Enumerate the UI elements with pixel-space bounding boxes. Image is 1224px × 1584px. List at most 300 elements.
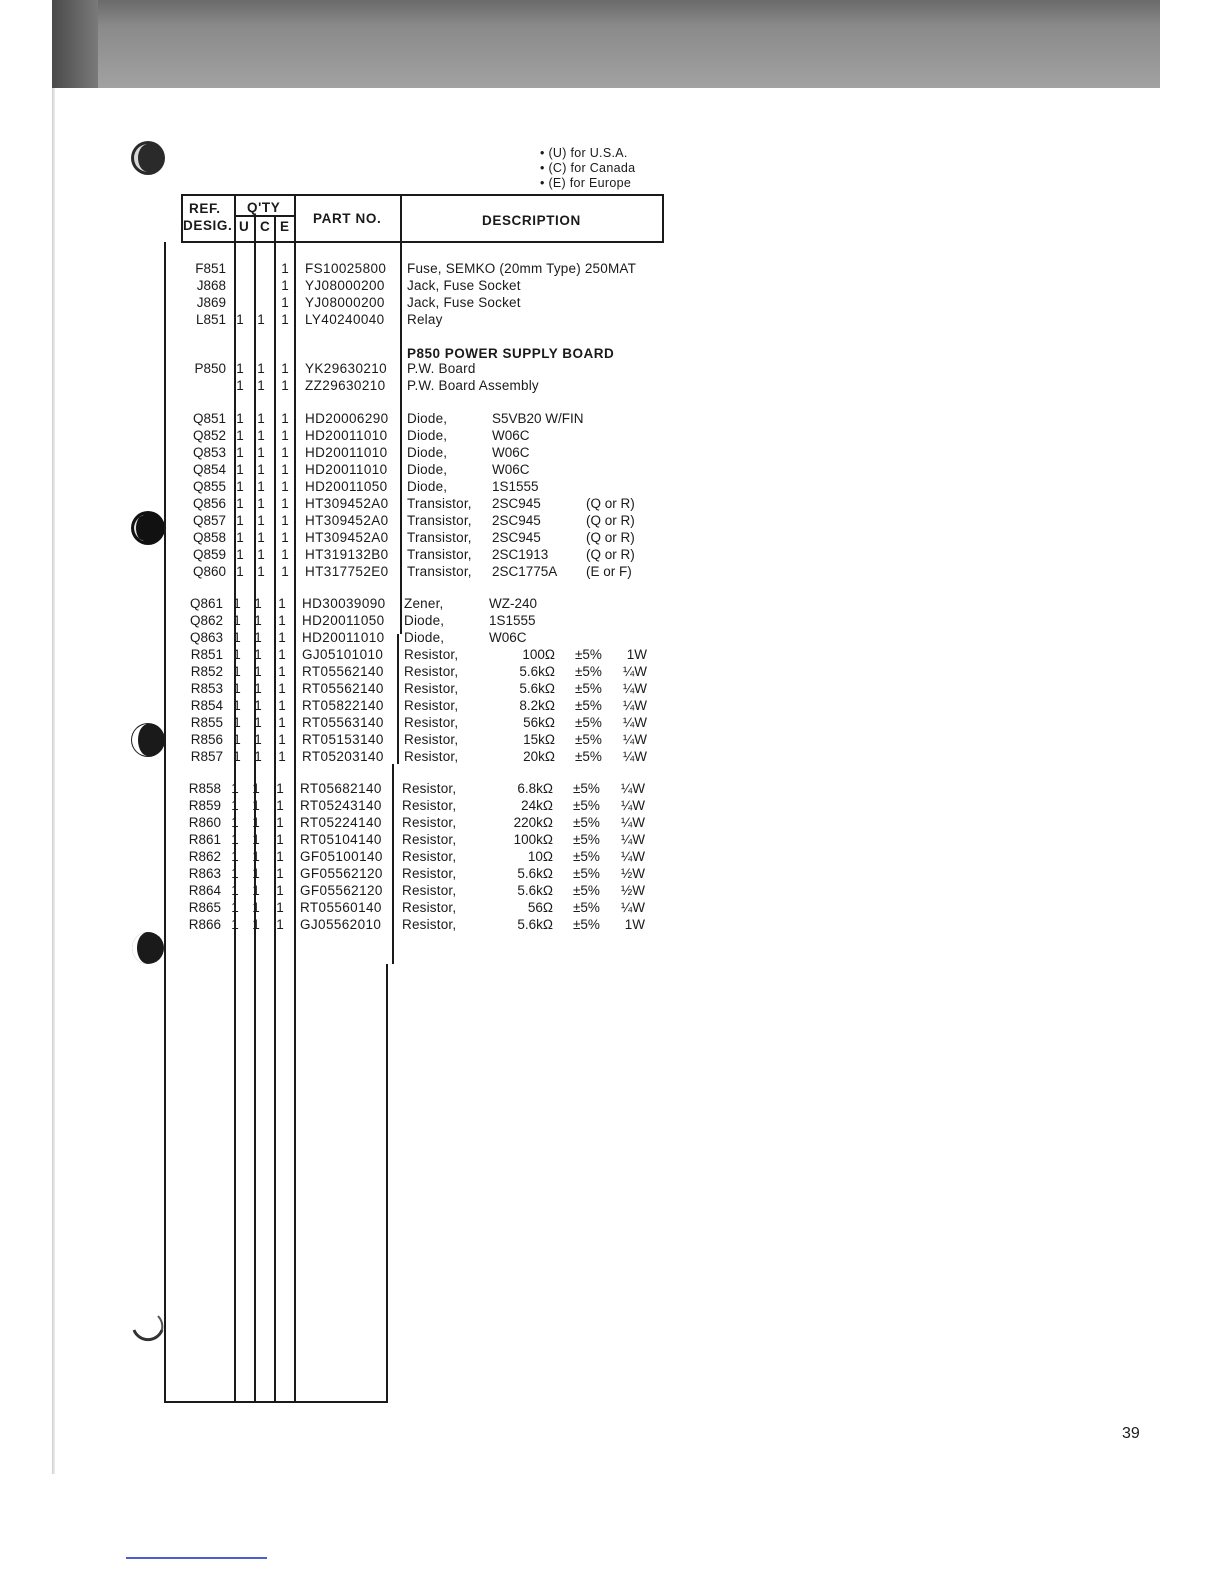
qty-e-cell: 1 (276, 866, 284, 881)
qty-u-cell: 1 (236, 564, 244, 579)
part-no-cell: RT05224140 (300, 815, 382, 830)
ref-desig-cell: R858 (188, 781, 221, 796)
rating-cell: ¼W (622, 698, 647, 713)
rating-cell: ¼W (622, 749, 647, 764)
qty-u-cell: 1 (236, 462, 244, 477)
scan-binding-shadow (52, 0, 98, 88)
description-cell: Diode, (407, 411, 448, 426)
tolerance-cell: ±5% (573, 900, 600, 915)
rating-cell: ½W (620, 866, 645, 881)
description-cell: Resistor, (404, 715, 459, 730)
qty-e-cell: 1 (278, 613, 286, 628)
part-no-cell: HT309452A0 (305, 513, 389, 528)
type-code-cell: 2SC1913 (492, 547, 549, 562)
tolerance-cell: ±5% (573, 883, 600, 898)
description-cell: Resistor, (402, 798, 457, 813)
part-no-cell: HD30039090 (302, 596, 386, 611)
ref-desig-cell: R857 (190, 749, 223, 764)
table-row (0, 294, 521, 311)
value-cell: 56Ω (527, 900, 553, 915)
part-no-cell: HD20011010 (305, 445, 388, 460)
qty-c-cell: 1 (254, 596, 262, 611)
qty-c-cell: 1 (257, 361, 265, 376)
description-cell: P.W. Board (407, 361, 476, 376)
qty-u-cell: 1 (231, 832, 239, 847)
qty-u-cell: 1 (231, 781, 239, 796)
qty-u-cell: 1 (236, 513, 244, 528)
tolerance-cell: ±5% (573, 849, 600, 864)
grade-cell: (E or F) (586, 564, 632, 579)
qty-u-cell: 1 (236, 411, 244, 426)
qty-e-cell: 1 (278, 664, 286, 679)
legend-usa: • (U) for U.S.A. (540, 146, 628, 160)
header-description: DESCRIPTION (482, 213, 581, 228)
part-no-cell: FS10025800 (305, 261, 387, 276)
tolerance-cell: ±5% (573, 798, 600, 813)
tolerance-cell: ±5% (575, 664, 602, 679)
qty-u-cell: 1 (236, 428, 244, 443)
table-row (0, 495, 635, 512)
part-no-cell: HD20011050 (302, 613, 385, 628)
bottom-rule (126, 1557, 267, 1559)
description-cell: Resistor, (404, 749, 459, 764)
qty-u-cell: 1 (236, 496, 244, 511)
description-cell: P.W. Board Assembly (407, 378, 539, 393)
qty-e-cell: 1 (281, 261, 289, 276)
ref-desig-cell: R852 (190, 664, 223, 679)
type-code-cell: W06C (492, 462, 530, 477)
qty-u-cell: 1 (231, 815, 239, 830)
type-code-cell: W06C (489, 630, 527, 645)
qty-c-cell: 1 (257, 547, 265, 562)
description-cell: Transistor, (407, 530, 472, 545)
qty-e-cell: 1 (276, 798, 284, 813)
grade-cell: (Q or R) (586, 547, 635, 562)
qty-e-cell: 1 (278, 596, 286, 611)
section-title: P850 POWER SUPPLY BOARD (407, 346, 615, 361)
part-no-cell: RT05563140 (302, 715, 384, 730)
description-cell: Jack, Fuse Socket (407, 278, 521, 293)
qty-c-cell: 1 (254, 698, 262, 713)
qty-e-cell: 1 (278, 681, 286, 696)
qty-e-cell: 1 (281, 547, 289, 562)
table-row (0, 260, 637, 277)
qty-e-cell: 1 (278, 698, 286, 713)
description-cell: Transistor, (407, 496, 472, 511)
tolerance-cell: ±5% (573, 815, 600, 830)
tolerance-cell: ±5% (573, 866, 600, 881)
header-part-no: PART NO. (313, 211, 382, 226)
qty-c-cell: 1 (254, 647, 262, 662)
table-row (0, 444, 530, 461)
description-cell: Resistor, (402, 849, 457, 864)
part-no-cell: HT309452A0 (305, 496, 389, 511)
ref-desig-cell: Q858 (192, 530, 226, 545)
ref-desig-cell: R864 (188, 883, 221, 898)
tolerance-cell: ±5% (575, 732, 602, 747)
header-ref: REF. (189, 201, 221, 216)
rating-cell: ¼W (622, 715, 647, 730)
binder-hole-icon (128, 928, 168, 968)
rating-cell: ½W (620, 883, 645, 898)
ref-desig-cell: F851 (195, 261, 226, 276)
ref-desig-cell: Q852 (192, 428, 226, 443)
qty-u-cell: 1 (236, 361, 244, 376)
qty-u-cell: 1 (233, 732, 241, 747)
type-code-cell: 2SC945 (492, 530, 541, 545)
value-cell: 15kΩ (523, 732, 555, 747)
ref-desig-cell: R863 (188, 866, 221, 881)
table-row (0, 478, 539, 495)
ref-desig-cell: R865 (188, 900, 221, 915)
table-row (0, 311, 443, 328)
grade-cell: (Q or R) (586, 513, 635, 528)
qty-u-cell: 1 (233, 681, 241, 696)
rating-cell: 1W (624, 917, 645, 932)
part-no-cell: HT309452A0 (305, 530, 389, 545)
qty-c-cell: 1 (254, 715, 262, 730)
type-code-cell: S5VB20 W/FIN (492, 411, 584, 426)
value-cell: 5.6kΩ (517, 883, 553, 898)
part-no-cell: RT05153140 (302, 732, 384, 747)
description-cell: Relay (407, 312, 443, 327)
value-cell: 10Ω (527, 849, 553, 864)
qty-c-cell: 1 (257, 479, 265, 494)
table-row (0, 427, 530, 444)
ref-desig-cell: R855 (190, 715, 223, 730)
part-no-cell: HD20011010 (302, 630, 385, 645)
value-cell: 5.6kΩ (519, 664, 555, 679)
qty-e-cell: 1 (276, 849, 284, 864)
qty-e-cell: 1 (281, 496, 289, 511)
qty-u-cell: 1 (231, 798, 239, 813)
description-cell: Diode, (407, 462, 448, 477)
part-no-cell: RT05562140 (302, 681, 384, 696)
description-cell: Resistor, (404, 732, 459, 747)
ref-desig-cell: Q860 (192, 564, 226, 579)
qty-u-cell: 1 (233, 613, 241, 628)
qty-u-cell: 1 (233, 647, 241, 662)
qty-c-cell: 1 (257, 530, 265, 545)
value-cell: 100kΩ (513, 832, 553, 847)
qty-e-cell: 1 (276, 832, 284, 847)
description-cell: Transistor, (407, 564, 472, 579)
part-no-cell: RT05104140 (300, 832, 382, 847)
qty-c-cell: 1 (257, 496, 265, 511)
qty-c-cell: 1 (257, 445, 265, 460)
part-no-cell: RT05562140 (302, 664, 384, 679)
description-cell: Resistor, (402, 866, 457, 881)
header-c: C (260, 219, 271, 234)
part-no-cell: RT05822140 (302, 698, 384, 713)
table-row (0, 277, 521, 294)
rating-cell: ¼W (620, 798, 645, 813)
table-row (0, 360, 476, 377)
qty-u-cell: 1 (233, 715, 241, 730)
qty-u-cell: 1 (236, 378, 244, 393)
part-no-cell: HD20011050 (305, 479, 388, 494)
part-no-cell: GF05562120 (300, 866, 383, 881)
qty-u-cell: 1 (233, 596, 241, 611)
qty-e-cell: 1 (276, 917, 284, 932)
qty-e-cell: 1 (278, 749, 286, 764)
ref-desig-cell: Q854 (192, 462, 226, 477)
qty-c-cell: 1 (257, 462, 265, 477)
part-no-cell: RT05560140 (300, 900, 382, 915)
qty-c-cell: 1 (252, 798, 260, 813)
qty-e-cell: 1 (281, 479, 289, 494)
value-cell: 6.8kΩ (517, 781, 553, 796)
description-cell: Transistor, (407, 513, 472, 528)
qty-c-cell: 1 (257, 312, 265, 327)
rating-cell: ¼W (620, 815, 645, 830)
legend-europe: • (E) for Europe (540, 176, 632, 190)
part-no-cell: GJ05562010 (300, 917, 382, 932)
ref-desig-cell: Q862 (189, 613, 223, 628)
description-cell: Diode, (404, 630, 445, 645)
type-code-cell: 1S1555 (489, 613, 536, 628)
table-row (0, 546, 635, 563)
header-u: U (239, 219, 250, 234)
part-no-cell: HD20006290 (305, 411, 389, 426)
ref-desig-cell: R862 (188, 849, 221, 864)
description-cell: Resistor, (402, 917, 457, 932)
ref-desig-cell: Q859 (192, 547, 226, 562)
description-cell: Resistor, (404, 664, 459, 679)
rating-cell: ¼W (620, 781, 645, 796)
part-no-cell: RT05243140 (300, 798, 382, 813)
rating-cell: ¼W (622, 732, 647, 747)
value-cell: 220kΩ (513, 815, 553, 830)
description-cell: Diode, (407, 428, 448, 443)
table-row (0, 461, 530, 478)
value-cell: 24kΩ (521, 798, 553, 813)
qty-u-cell: 1 (236, 312, 244, 327)
table-row (0, 529, 635, 546)
qty-e-cell: 1 (276, 883, 284, 898)
type-code-cell: W06C (492, 445, 530, 460)
value-cell: 20kΩ (523, 749, 555, 764)
tolerance-cell: ±5% (573, 781, 600, 796)
qty-e-cell: 1 (281, 295, 289, 310)
qty-u-cell: 1 (236, 547, 244, 562)
table-row (0, 512, 635, 529)
qty-u-cell: 1 (231, 883, 239, 898)
ref-desig-cell: R854 (190, 698, 223, 713)
ref-desig-cell: R866 (188, 917, 221, 932)
qty-u-cell: 1 (231, 849, 239, 864)
ref-desig-cell: P850 (194, 361, 226, 376)
ref-desig-cell: R851 (190, 647, 223, 662)
ref-desig-cell: Q856 (192, 496, 226, 511)
tolerance-cell: ±5% (575, 715, 602, 730)
qty-u-cell: 1 (233, 749, 241, 764)
ref-desig-cell: R859 (188, 798, 221, 813)
qty-e-cell: 1 (281, 278, 289, 293)
ref-desig-cell: Q855 (192, 479, 226, 494)
qty-u-cell: 1 (236, 479, 244, 494)
qty-c-cell: 1 (257, 564, 265, 579)
qty-u-cell: 1 (231, 900, 239, 915)
page-left-edge (52, 88, 55, 1474)
type-code-cell: 2SC1775A (492, 564, 558, 579)
qty-e-cell: 1 (276, 781, 284, 796)
part-no-cell: HD20011010 (305, 462, 388, 477)
description-cell: Diode, (404, 613, 445, 628)
header-desig: DESIG. (183, 218, 233, 233)
ref-desig-cell: Q853 (192, 445, 226, 460)
qty-e-cell: 1 (278, 647, 286, 662)
qty-c-cell: 1 (252, 917, 260, 932)
qty-c-cell: 1 (257, 428, 265, 443)
ref-desig-cell: Q857 (192, 513, 226, 528)
qty-u-cell: 1 (233, 630, 241, 645)
grade-cell: (Q or R) (586, 530, 635, 545)
region-legend (540, 146, 664, 191)
qty-c-cell: 1 (252, 866, 260, 881)
qty-c-cell: 1 (252, 815, 260, 830)
ref-desig-cell: R861 (188, 832, 221, 847)
description-cell: Resistor, (402, 815, 457, 830)
qty-c-cell: 1 (254, 664, 262, 679)
qty-c-cell: 1 (252, 832, 260, 847)
description-cell: Fuse, SEMKO (20mm Type) 250MAT (407, 261, 637, 276)
qty-u-cell: 1 (233, 664, 241, 679)
description-cell: Resistor, (402, 781, 457, 796)
type-code-cell: 2SC945 (492, 496, 541, 511)
binder-hole-icon (128, 1308, 168, 1348)
tolerance-cell: ±5% (573, 832, 600, 847)
description-cell: Jack, Fuse Socket (407, 295, 521, 310)
qty-u-cell: 1 (236, 530, 244, 545)
ref-desig-cell: L851 (195, 312, 226, 327)
ref-desig-cell: J868 (196, 278, 226, 293)
qty-e-cell: 1 (278, 630, 286, 645)
ref-desig-cell: Q851 (192, 411, 226, 426)
description-cell: Resistor, (404, 681, 459, 696)
tolerance-cell: ±5% (575, 698, 602, 713)
qty-e-cell: 1 (276, 815, 284, 830)
ref-desig-cell: R856 (190, 732, 223, 747)
tolerance-cell: ±5% (575, 647, 602, 662)
ref-desig-cell: Q861 (189, 596, 223, 611)
part-no-cell: HT317752E0 (305, 564, 389, 579)
qty-u-cell: 1 (236, 445, 244, 460)
qty-e-cell: 1 (278, 732, 286, 747)
binder-hole-icon (128, 720, 168, 760)
ref-desig-cell: J869 (196, 295, 226, 310)
rating-cell: 1W (626, 647, 647, 662)
qty-c-cell: 1 (252, 900, 260, 915)
value-cell: 56kΩ (523, 715, 555, 730)
qty-c-cell: 1 (254, 732, 262, 747)
ref-desig-cell: Q863 (189, 630, 223, 645)
tolerance-cell: ±5% (575, 681, 602, 696)
scan-top-shadow (52, 0, 1160, 88)
rating-cell: ¼W (620, 832, 645, 847)
type-code-cell: 1S1555 (492, 479, 539, 494)
value-cell: 5.6kΩ (519, 681, 555, 696)
value-cell: 8.2kΩ (519, 698, 555, 713)
qty-u-cell: 1 (233, 698, 241, 713)
qty-e-cell: 1 (281, 513, 289, 528)
qty-c-cell: 1 (252, 781, 260, 796)
qty-e-cell: 1 (278, 715, 286, 730)
part-no-cell: YK29630210 (305, 361, 388, 376)
qty-c-cell: 1 (257, 513, 265, 528)
qty-e-cell: 1 (281, 564, 289, 579)
qty-u-cell: 1 (231, 917, 239, 932)
description-cell: Diode, (407, 479, 448, 494)
type-code-cell: W06C (492, 428, 530, 443)
type-code-cell: WZ-240 (489, 596, 538, 611)
part-no-cell: LY40240040 (305, 312, 385, 327)
qty-e-cell: 1 (281, 462, 289, 477)
description-cell: Resistor, (402, 832, 457, 847)
rating-cell: ¼W (622, 664, 647, 679)
binder-hole-icon (128, 138, 168, 178)
part-no-cell: YJ08000200 (305, 278, 385, 293)
part-no-cell: GJ05101010 (302, 647, 384, 662)
description-cell: Resistor, (402, 883, 457, 898)
table-row (0, 563, 632, 580)
grade-cell: (Q or R) (586, 496, 635, 511)
qty-c-cell: 1 (252, 849, 260, 864)
qty-u-cell: 1 (231, 866, 239, 881)
part-no-cell: YJ08000200 (305, 295, 385, 310)
qty-e-cell: 1 (281, 445, 289, 460)
binder-hole-icon (128, 508, 168, 548)
tolerance-cell: ±5% (575, 749, 602, 764)
legend-canada: • (C) for Canada (540, 161, 636, 175)
rating-cell: ¼W (620, 900, 645, 915)
part-no-cell: RT05203140 (302, 749, 384, 764)
rating-cell: ¼W (620, 849, 645, 864)
qty-c-cell: 1 (254, 630, 262, 645)
qty-e-cell: 1 (281, 312, 289, 327)
header-qty: Q'TY (247, 200, 281, 215)
tolerance-cell: ±5% (573, 917, 600, 932)
table-row (0, 410, 584, 427)
qty-e-cell: 1 (281, 428, 289, 443)
description-cell: Transistor, (407, 547, 472, 562)
qty-c-cell: 1 (254, 681, 262, 696)
qty-e-cell: 1 (281, 530, 289, 545)
qty-e-cell: 1 (281, 361, 289, 376)
description-cell: Diode, (407, 445, 448, 460)
part-no-cell: HT319132B0 (305, 547, 389, 562)
qty-e-cell: 1 (281, 411, 289, 426)
part-no-cell: ZZ29630210 (305, 378, 386, 393)
qty-c-cell: 1 (252, 883, 260, 898)
qty-e-cell: 1 (281, 378, 289, 393)
part-no-cell: GF05100140 (300, 849, 383, 864)
value-cell: 5.6kΩ (517, 917, 553, 932)
rating-cell: ¼W (622, 681, 647, 696)
qty-c-cell: 1 (254, 613, 262, 628)
part-no-cell: GF05562120 (300, 883, 383, 898)
part-no-cell: HD20011010 (305, 428, 388, 443)
description-cell: Resistor, (404, 647, 459, 662)
qty-c-cell: 1 (254, 749, 262, 764)
description-cell: Resistor, (404, 698, 459, 713)
description-cell: Resistor, (402, 900, 457, 915)
page-number: 39 (1122, 1425, 1140, 1442)
table-row (0, 377, 539, 394)
qty-c-cell: 1 (257, 411, 265, 426)
value-cell: 100Ω (522, 647, 555, 662)
part-no-cell: RT05682140 (300, 781, 382, 796)
